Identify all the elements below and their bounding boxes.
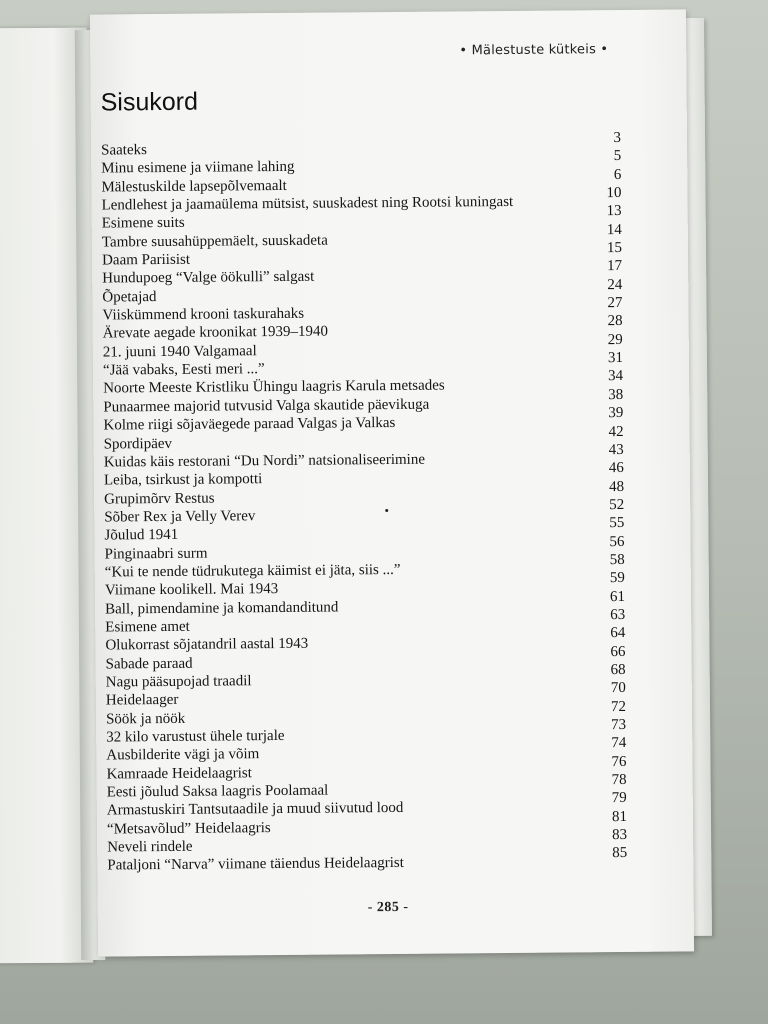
toc-entry-page: 81: [611, 808, 627, 825]
toc-entry-page: 38: [608, 386, 624, 403]
toc-entry-title: Ball, pimendamine ja komandanditund: [105, 599, 339, 618]
toc-entry-title: Sabade paraad: [105, 655, 193, 673]
toc-entry-page: 55: [609, 515, 625, 532]
toc-entry-title: Grupimõrv Restus: [104, 490, 215, 508]
book-page: [90, 9, 694, 956]
toc-entry-title: Sõber Rex ja Velly Verev: [104, 508, 256, 526]
toc-entry-page: 78: [611, 771, 627, 789]
toc-entry-title: Heidelaager: [105, 692, 179, 709]
toc-entry-title: Lendlehest ja jaamaülema mütsist, suuskadest ning Rootsi kuningast: [101, 193, 514, 214]
toc-entry-page: 31: [607, 350, 623, 367]
toc-entry-title: Ausbilderite vägi ja võim: [106, 746, 260, 764]
toc-entry-title: Pinginaabri surm: [104, 545, 208, 563]
toc-entry-title: Söök ja nöök: [105, 710, 186, 728]
running-header: • Mälestuste kütkeis •: [459, 42, 609, 59]
toc-entry-page: 43: [608, 441, 624, 458]
toc-entry-title: Armastuskiri Tantsutaadile ja muud siivutud lood: [106, 800, 404, 819]
toc-entry-title: Kuidas käis restorani “Du Nordi” natsionaliseerimine: [103, 451, 426, 471]
toc-entry-page: 27: [607, 295, 623, 312]
toc-entry-page: 70: [610, 680, 626, 697]
toc-entry-title: 32 kilo varustust ühele turjale: [106, 727, 285, 746]
toc-entry-page: 5: [613, 148, 622, 165]
toc-list: [101, 129, 628, 875]
toc-title: Sisukord: [100, 87, 199, 117]
toc-entry-title: “Kui te nende tüdrukutega käimist ei jäta, siis ...”: [104, 561, 401, 581]
toc-entry-title: Õpetajad: [102, 288, 157, 306]
toc-entry-page: 24: [607, 276, 623, 293]
toc-entry-title: Pataljoni “Narva” viimane täiendus Heidelaagrist: [107, 855, 404, 874]
toc-entry-title: Spordipäev: [103, 435, 173, 453]
toc-entry-title: Jõulud 1941: [104, 527, 179, 544]
toc-entry-page: 10: [606, 185, 622, 202]
toc-entry-page: 17: [607, 258, 623, 275]
toc-entry-page: 61: [609, 588, 626, 605]
toc-entry-page: 15: [606, 240, 623, 257]
toc-entry-title: Esimene amet: [105, 618, 190, 636]
toc-entry-page: 73: [611, 716, 627, 734]
toc-entry-page: 28: [607, 313, 623, 330]
toc-entry-title: “Jää vabaks, Eesti meri ...”: [102, 361, 265, 379]
toc-entry-page: 52: [609, 496, 625, 513]
toc-entry-page: 74: [611, 735, 627, 752]
page-number: - 285 -: [367, 899, 409, 916]
toc-entry-page: 34: [608, 368, 624, 385]
toc-entry-page: 79: [611, 790, 627, 807]
toc-entry-page: 3: [613, 129, 622, 147]
toc-entry-page: 63: [610, 606, 626, 624]
toc-entry-title: 21. juuni 1940 Valgamaal: [102, 342, 257, 361]
toc-entry-page: 72: [610, 698, 627, 715]
toc-entry-page: 85: [612, 845, 628, 862]
toc-entry-page: 29: [607, 331, 623, 348]
toc-entry-title: “Metsavõlud” Heidelaagris: [106, 819, 271, 838]
toc-entry-page: 48: [608, 478, 625, 495]
toc-entry-title: Viiskümmend krooni taskurahaks: [102, 305, 305, 324]
toc-entry-title: Eesti jõulud Saksa laagris Poolamaal: [106, 782, 329, 801]
toc-entry-page: 13: [606, 203, 622, 220]
toc-entry-title: Minu esimene ja viimane lahing: [101, 159, 295, 177]
toc-entry-title: Mälestuskilde lapsepõlvemaalt: [101, 177, 287, 196]
toc-entry-page: 46: [608, 460, 624, 477]
toc-entry-page: 59: [609, 570, 625, 587]
toc-entry-title: Leiba, tsirkust ja kompotti: [103, 471, 263, 489]
toc-entry-title: Esimene suits: [101, 215, 185, 232]
toc-entry-title: Ärevate aegade kroonikat 1939–1940: [102, 323, 329, 342]
toc-entry-title: Hundupoeg “Valge öökulli” salgast: [102, 269, 315, 287]
toc-entry-title: Tambre suusahüppemäelt, suuskadeta: [101, 232, 328, 251]
toc-entry-title: Nagu pääsupojad traadil: [105, 673, 252, 691]
toc-entry-page: 83: [612, 827, 628, 844]
toc-entry-page: 14: [606, 221, 622, 238]
toc-entry-page: 39: [608, 405, 624, 422]
toc-entry-page: 58: [609, 551, 625, 569]
toc-entry-title: Viimane koolikell. Mai 1943: [104, 581, 279, 599]
toc-entry-title: Daam Pariisist: [101, 251, 191, 269]
toc-entry-title: Olukorrast sõjatandril aastal 1943: [105, 636, 309, 654]
toc-entry-title: Punaarmee majorid tutvusid Valga skautide päevikuga: [103, 396, 430, 416]
toc-entry-title: Kamraade Heidelaagrist: [106, 764, 252, 783]
toc-entry-title: Saateks: [101, 142, 147, 159]
ink-speck: [385, 509, 388, 512]
toc-entry-page: 68: [610, 661, 626, 679]
toc-entry-title: Kolme riigi sõjaväegede paraad Valgas ja Valkas: [103, 415, 396, 434]
toc-entry-page: 56: [609, 533, 625, 550]
toc-entry-title: Noorte Meeste Kristliku Ühingu laagris Karula metsades: [103, 378, 445, 397]
toc-entry-page: 76: [611, 753, 627, 770]
toc-entry-page: 66: [610, 643, 626, 660]
toc-entry-page: 6: [613, 166, 622, 183]
toc-entry-page: 64: [610, 625, 626, 642]
toc-entry-page: 42: [608, 423, 624, 440]
toc-entry-title: Neveli rindele: [107, 838, 193, 856]
